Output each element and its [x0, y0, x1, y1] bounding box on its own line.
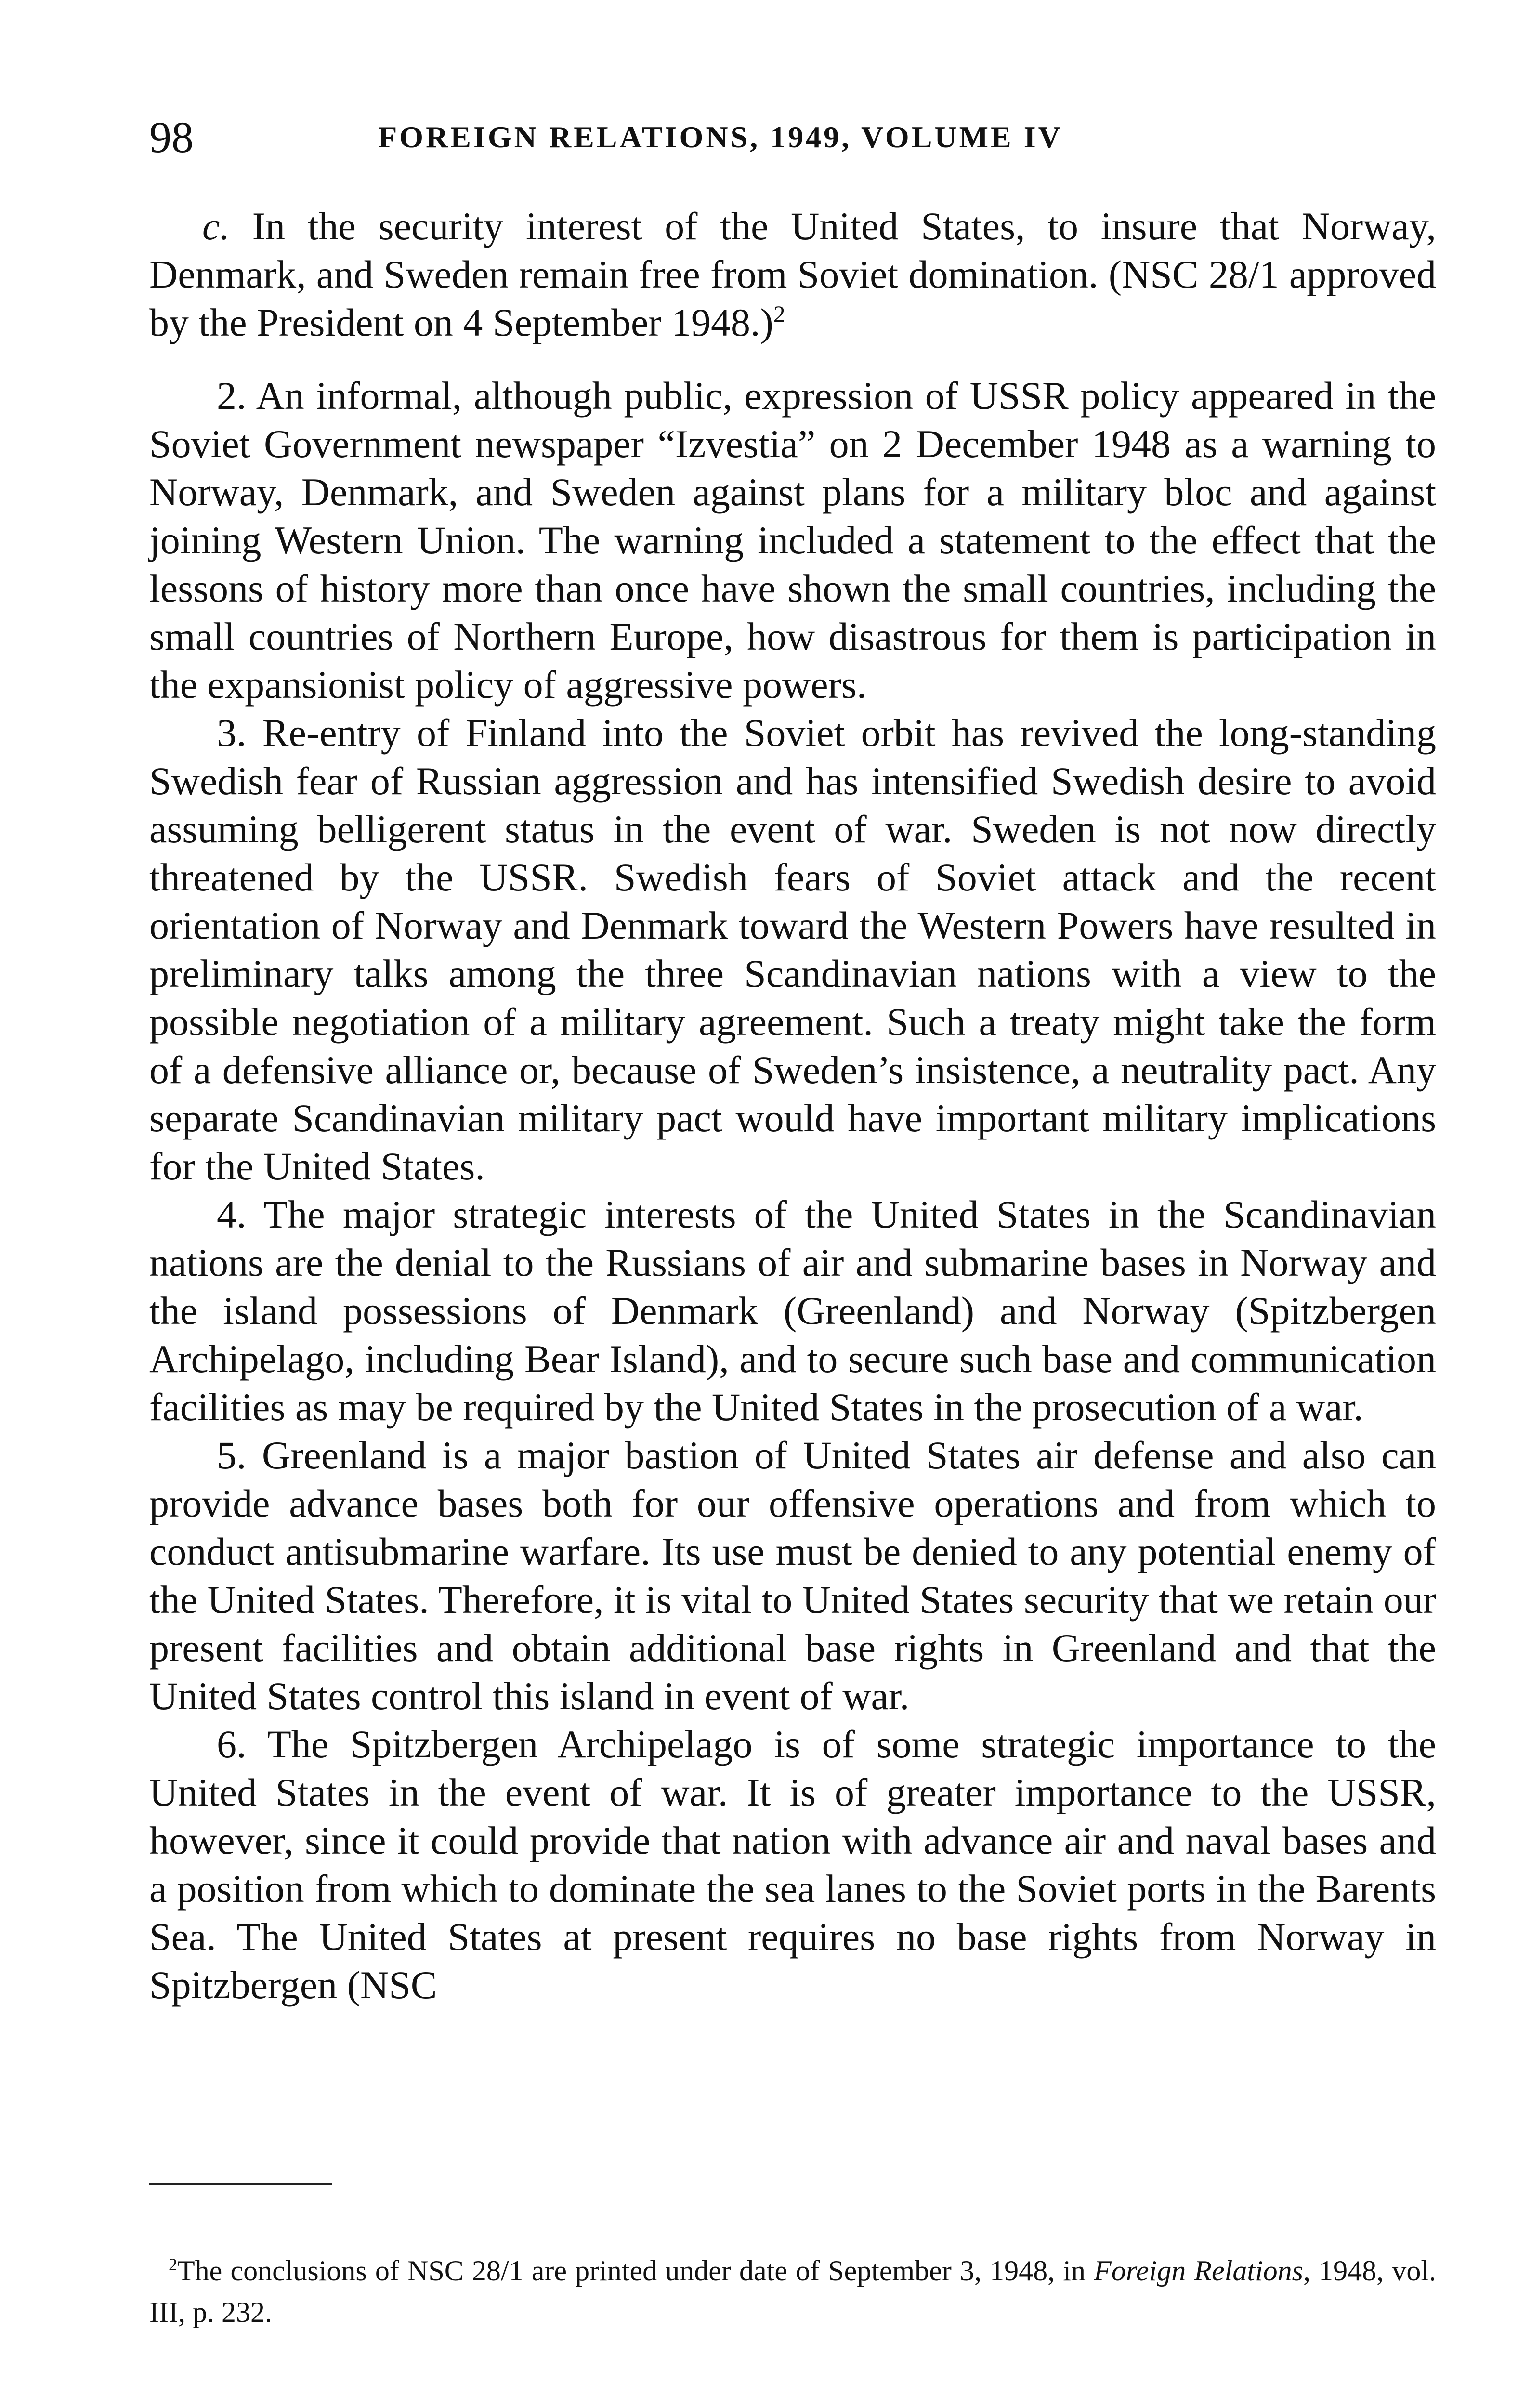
paragraph-6: 6. The Spitzbergen Archipelago is of some strategic importance to the United States in the event of war. It is of greater importance to the USSR, however, since it could provide that nation with advance air and naval bases and a position from which to dominate the sea lanes to the Soviet ports in the Barents Sea. The United States at present requires no base rights from Norway in Spitzbergen (NSC: [149, 1722, 1436, 2007]
footnote-text-start: The conclusions of NSC 28/1 are printed under date of September 3, 1948, in: [177, 2255, 1094, 2287]
paragraph-3: 3. Re-entry of Finland into the Soviet orbit has revived the long-standing Swedish fear of Russian aggression and has intensified Swedish desire to avoid assuming belligerent status in the event of war. Sweden is not now directly threatened by the USSR. Swedish fears of Soviet attack and the recent orientation of Norway and Denmark toward the Western Powers have resulted in preliminary talks among the three Scandinavian nations with a view to the possible negotiation of a military agreement. Such a treaty might take the form of a defensive alliance or, because of Sweden’s insistence, a neutrality pact. Any separate Scandinavian military pact would have important military implications for the United States.: [149, 711, 1436, 1188]
paragraph-4: 4. The major strategic interests of the United States in the Scandinavian nations are the denial to the Russians of air and submarine bases in Norway and the island possessions of Denmark (Greenland) and Norway (Spitzbergen Archipelago, including Bear Island), and to secure such base and communication facilities as may be required by the United States in the prosecution of a war.: [149, 1192, 1436, 1429]
footnote-2: [149, 2250, 1436, 2333]
paragraph-5: 5. Greenland is a major bastion of United States air defense and also can provide advance bases both for our offensive operations and from which to conduct antisubmarine warfare. Its use must be denied to any potential enemy of the United States. Therefore, it is vital to United States security that we retain our present facilities and obtain additional base rights in Greenland and that the United States control this island in event of war.: [149, 1433, 1436, 1718]
footnote-publication-title: Foreign Relations: [1094, 2255, 1304, 2287]
item-label-c: c.: [202, 204, 230, 248]
footnote-reference: 2: [773, 301, 785, 327]
running-head: FOREIGN RELATIONS, 1949, VOLUME IV: [378, 120, 1063, 154]
footnote-divider: [149, 2183, 332, 2185]
footnotes: [149, 2250, 1436, 2333]
paragraph-c: [149, 202, 1436, 347]
page-number: 98: [149, 113, 194, 162]
footnote-marker: 2: [169, 2255, 177, 2274]
footnote-text-end: , 1948, vol. III, p. 232.: [149, 2255, 1437, 2328]
page-header: [149, 108, 1436, 166]
body-text: [149, 202, 1436, 2009]
paragraph-2: 2. An informal, although public, expression of USSR policy appeared in the Soviet Government newspaper “Izvestia” on 2 December 1948 as a warning to Norway, Denmark, and Sweden against plans for a military bloc and against joining Western Union. The warning included a statement to the effect that the lessons of history more than once have shown the small countries, including the small countries of Northern Europe, how disastrous for them is participation in the expansionist policy of aggressive powers.: [149, 374, 1436, 707]
paragraph-c-text: In the security interest of the United States, to insure that Norway, Denmark, and Sweden remain free from Soviet domination. (NSC 28/1 approved by the President on 4 September 1948.): [149, 204, 1436, 344]
